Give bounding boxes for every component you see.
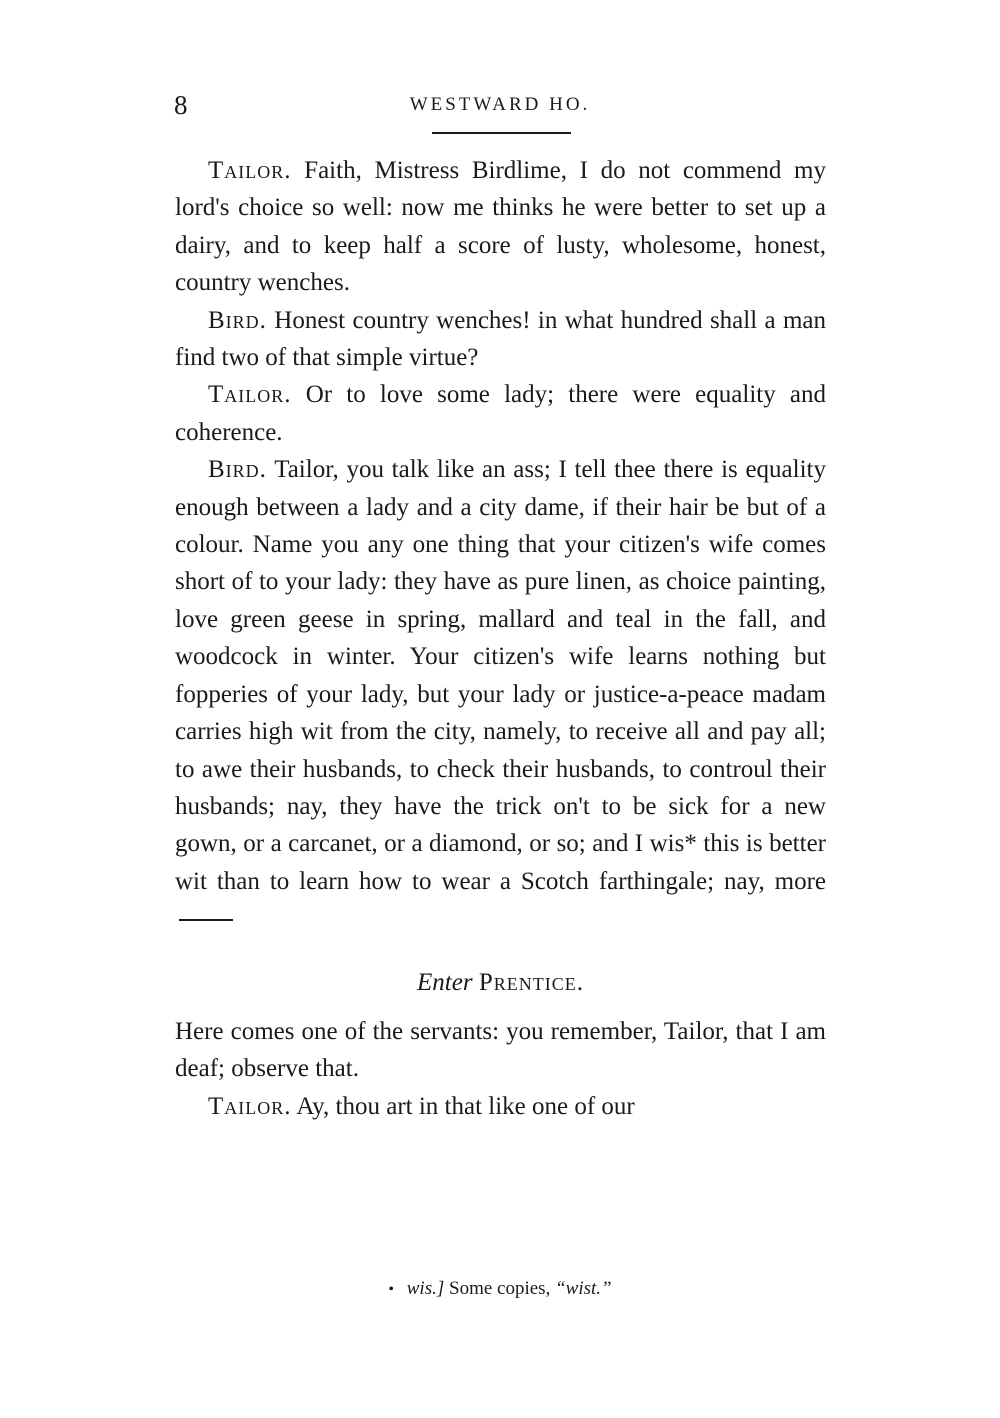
- speech-text: Here comes one of the servants: you remember, Tailor, that I am deaf; observe that.: [175, 1017, 826, 1083]
- footnote-marker: •: [388, 1281, 394, 1298]
- speech-bird-2: [175, 451, 826, 937]
- speaker-name: Bird.: [208, 456, 267, 484]
- page-body: [175, 152, 826, 1125]
- page-number: 8: [174, 90, 188, 120]
- footnote-variant: “wist.”: [555, 1278, 612, 1299]
- interruption-dash: [179, 919, 233, 921]
- speech-text: Faith, Mistress Birdlime, I do not commend my lord's choice so well: now me thinks he were better to set up a dairy, and to keep half a score of lusty, wholesome, honest, country wenches.: [175, 157, 826, 297]
- speech-bird-3: [175, 1013, 826, 1088]
- stage-enter: Enter: [417, 968, 473, 996]
- footnote: [0, 1278, 1000, 1300]
- stage-character: Prentice.: [478, 968, 584, 996]
- header-rule: [432, 132, 571, 134]
- speech-text: Tailor, you talk like an ass; I tell thee there is equality enough between a lady and a city dame, if their hair be but of a colour. Name you any one thing that your citizen's wife comes short of to your lady: they have as pure linen, as choice painting, love green geese in spring, mallard and teal in the fall, and woodcock in winter. Your citizen's wife learns nothing but fopperies of your lady, but your lady or justice-a-peace madam carries high wit from the city, namely, to receive all and pay all; to awe their husbands, to check their husbands, to controul their husbands; nay, they have the trick on't to be sick for a new gown, or a carcanet, or a diamond, or so; and I wis* this is better wit than to learn how to wear a Scotch farthingale; nay, more: [175, 456, 826, 895]
- speaker-name: Tailor.: [208, 1092, 292, 1120]
- speaker-name: Bird.: [208, 306, 267, 334]
- footnote-term: wis.]: [406, 1278, 445, 1299]
- footnote-note: Some copies,: [449, 1278, 551, 1299]
- running-title: WESTWARD HO.: [409, 94, 591, 115]
- speaker-name: Tailor.: [208, 381, 292, 409]
- speech-bird-1: [175, 302, 826, 377]
- speech-tailor-2: [175, 376, 826, 451]
- speech-tailor-3: [175, 1088, 826, 1125]
- stage-direction: [175, 964, 826, 1001]
- speech-tailor-1: [175, 152, 826, 302]
- speech-text: Ay, thou art in that like one of our: [296, 1092, 635, 1120]
- speaker-name: Tailor.: [208, 157, 292, 184]
- speech-text: Or to love some lady; there were equality and coherence.: [175, 381, 826, 446]
- speech-text: Honest country wenches! in what hundred shall a man find two of that simple virtue?: [175, 306, 826, 372]
